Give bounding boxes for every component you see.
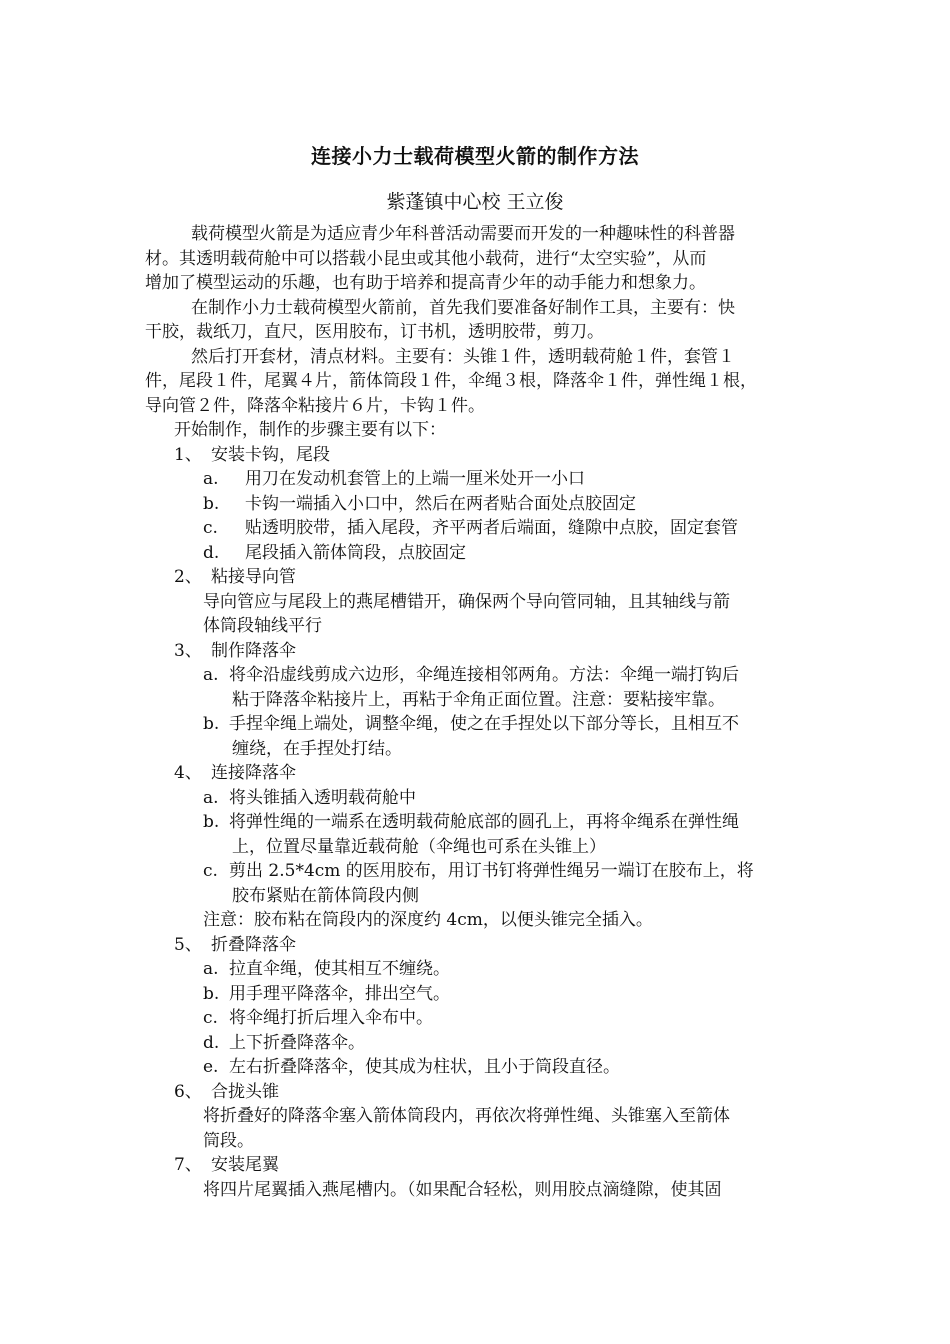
list-item bbox=[145, 1031, 815, 1056]
list-item bbox=[145, 492, 815, 517]
step-heading bbox=[145, 1153, 815, 1178]
step-number: 6、 bbox=[174, 1081, 202, 1102]
item-letter: b. bbox=[203, 493, 220, 514]
item-text: 贴透明胶带，插入尾段，齐平两者后端面，缝隙中点胶，固定套管 bbox=[245, 518, 738, 538]
item-text: 拉直伞绳，使其相互不缠绕。 bbox=[229, 959, 450, 979]
step-heading bbox=[145, 443, 815, 468]
step-note: 注意：胶布粘在筒段内的深度约 4cm，以便头锥完全插入。 bbox=[203, 910, 653, 930]
item-letter: c. bbox=[203, 861, 218, 881]
step-text-line: 筒段。 bbox=[203, 1130, 254, 1151]
step-text-line: 将四片尾翼插入燕尾槽内。（如果配合轻松，则用胶点滴缝隙，使其固 bbox=[203, 1179, 722, 1200]
step-text-line: 将折叠好的降落伞塞入箭体筒段内，再依次将弹性绳、头锥塞入至箭体 bbox=[203, 1106, 730, 1126]
list-item bbox=[145, 982, 815, 1007]
item-text: 用刀在发动机套管上的上端一厘米处开一小口 bbox=[245, 469, 585, 489]
paragraph-line: 载荷模型火箭是为适应青少年科普活动需要而开发的一种趣味性的科普器 bbox=[191, 224, 735, 244]
step-label: 合拢头锥 bbox=[211, 1081, 279, 1102]
item-letter: e. bbox=[203, 1057, 219, 1077]
paragraph-line: 材。其透明载荷舱中可以搭载小昆虫或其他小载荷，进行“太空实验”，从而 bbox=[145, 248, 707, 269]
paragraph-line: 干胶，裁纸刀，直尺，医用胶布，订书机，透明胶带，剪刀。 bbox=[145, 322, 604, 342]
list-item bbox=[145, 957, 815, 982]
list-item bbox=[145, 1055, 815, 1080]
step-heading bbox=[145, 761, 815, 786]
item-letter: c. bbox=[203, 518, 218, 538]
step-label: 粘接导向管 bbox=[211, 567, 296, 587]
paragraph-line: 增加了模型运动的乐趣，也有助于培养和提高青少年的动手能力和想象力。 bbox=[145, 273, 706, 293]
item-text: 将头锥插入透明载荷舱中 bbox=[229, 787, 416, 808]
list-item bbox=[145, 663, 815, 688]
list-item bbox=[145, 1006, 815, 1031]
item-text: 上下折叠降落伞。 bbox=[229, 1032, 365, 1053]
document-author: 紫蓬镇中心校 王立俊 bbox=[386, 191, 564, 213]
step-label: 安装尾翼 bbox=[211, 1155, 279, 1175]
step-heading bbox=[145, 1080, 815, 1105]
item-text-continued: 上，位置尽量靠近载荷舱（伞绳也可系在头锥上） bbox=[232, 836, 606, 857]
item-letter: b. bbox=[203, 812, 220, 832]
step-text-line: 导向管应与尾段上的燕尾槽错开，确保两个导向管同轴，且其轴线与箭 bbox=[203, 591, 730, 612]
step-number: 1、 bbox=[174, 444, 202, 465]
step-label: 制作降落伞 bbox=[211, 640, 296, 661]
paragraph-line: 导向管２件，降落伞粘接片６片，卡钩１件。 bbox=[145, 395, 485, 416]
item-letter: b. bbox=[203, 714, 220, 734]
item-letter: b. bbox=[203, 983, 220, 1004]
item-text: 左右折叠降落伞，使其成为柱状，且小于筒段直径。 bbox=[229, 1057, 620, 1077]
paragraph-line: 开始制作，制作的步骤主要有以下： bbox=[174, 420, 446, 440]
item-text: 将伞沿虚线剪成六边形，伞绳连接相邻两角。方法：伞绳一端打钩后 bbox=[229, 665, 739, 685]
list-item bbox=[145, 786, 815, 811]
item-text-continued: 缠绕，在手捏处打结。 bbox=[232, 738, 402, 759]
step-heading bbox=[145, 565, 815, 590]
paragraph-line: 件，尾段１件，尾翼４片，箭体筒段１件，伞绳３根，降落伞１件，弹性绳１根， bbox=[145, 371, 757, 391]
item-text: 尾段插入箭体筒段，点胶固定 bbox=[245, 542, 466, 563]
step-number: 3、 bbox=[174, 640, 202, 661]
item-letter: a. bbox=[203, 469, 219, 489]
item-text: 卡钩一端插入小口中，然后在两者贴合面处点胶固定 bbox=[245, 493, 636, 514]
list-item bbox=[145, 859, 815, 884]
list-item bbox=[145, 467, 815, 492]
item-letter: a. bbox=[203, 665, 219, 685]
paragraph-line: 在制作小力士载荷模型火箭前，首先我们要准备好制作工具，主要有：快 bbox=[191, 297, 735, 318]
item-text-continued: 胶布紧贴在箭体筒段内侧 bbox=[232, 885, 419, 906]
step-heading bbox=[145, 933, 815, 958]
item-letter: d. bbox=[203, 542, 220, 563]
step-label: 折叠降落伞 bbox=[211, 934, 296, 955]
document-title: 连接小力士载荷模型火箭的制作方法 bbox=[311, 144, 639, 168]
item-letter: a. bbox=[203, 787, 219, 808]
list-item bbox=[145, 516, 815, 541]
item-text: 手捏伞绳上端处，调整伞绳，使之在手捏处以下部分等长，且相互不 bbox=[229, 714, 739, 734]
item-text: 将弹性绳的一端系在透明载荷舱底部的圆孔上，再将伞绳系在弹性绳 bbox=[229, 812, 739, 832]
step-label: 安装卡钩，尾段 bbox=[211, 444, 330, 465]
step-text-line: 体筒段轴线平行 bbox=[203, 616, 322, 636]
step-number: 4、 bbox=[174, 763, 202, 783]
document-body bbox=[145, 222, 815, 1202]
step-number: 5、 bbox=[174, 934, 202, 955]
item-letter: c. bbox=[203, 1008, 218, 1028]
list-item bbox=[145, 541, 815, 566]
step-number: 7、 bbox=[174, 1155, 202, 1175]
list-item bbox=[145, 712, 815, 737]
item-text: 剪出 2.5*4cm 的医用胶布，用订书钉将弹性绳另一端订在胶布上，将 bbox=[229, 861, 754, 881]
item-text: 用手理平降落伞，排出空气。 bbox=[229, 983, 450, 1004]
paragraph-line: 然后打开套材，清点材料。主要有：头锥１件，透明载荷舱１件，套管１ bbox=[191, 346, 735, 367]
list-item bbox=[145, 810, 815, 835]
item-text-continued: 粘于降落伞粘接片上，再粘于伞角正面位置。注意：要粘接牢靠。 bbox=[232, 689, 725, 710]
step-heading bbox=[145, 639, 815, 664]
step-label: 连接降落伞 bbox=[211, 763, 296, 783]
item-letter: d. bbox=[203, 1032, 220, 1053]
item-letter: a. bbox=[203, 959, 219, 979]
step-number: 2、 bbox=[174, 567, 202, 587]
item-text: 将伞绳打折后埋入伞布中。 bbox=[229, 1008, 433, 1028]
